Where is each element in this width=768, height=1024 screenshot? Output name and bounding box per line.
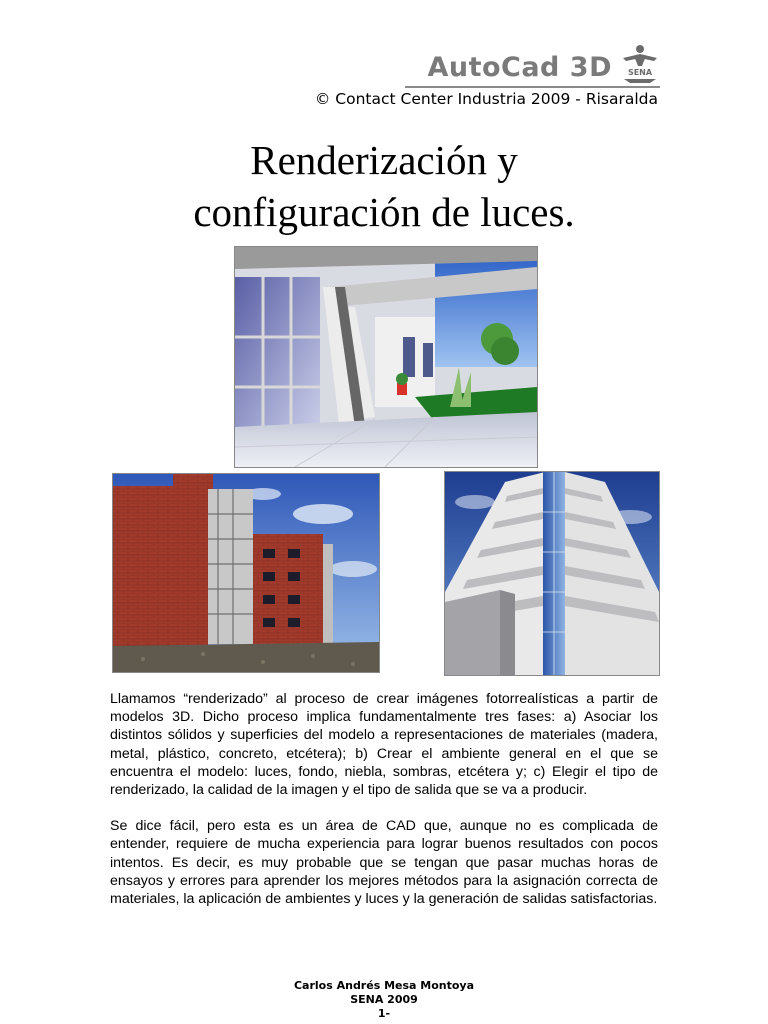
page-title bbox=[0, 134, 768, 238]
paragraph-1: Llamamos “renderizado” al proceso de crear imágenes fotorrealísticas a partir de modelos 3D. Dicho proceso implica fundamentalmente tres fases: a) Asociar los distintos sólidos y superficies del modelo a representaciones de materiales (madera, metal, plástico, concreto, etcétera); b) Crear el ambiente general en el que se encuentra el modelo: luces, fondo, niebla, sombras, etcétera y; c) Elegir el tipo de renderizado, la calidad de la imagen y el tipo de salida que se va a producir. bbox=[110, 691, 658, 799]
header-rule bbox=[405, 86, 660, 88]
render-brick-building-photo bbox=[112, 473, 380, 673]
render-glass-tower-photo bbox=[444, 471, 660, 676]
footer-author: Carlos Andrés Mesa Montoya bbox=[293, 979, 475, 992]
paragraph-2: Se dice fácil, pero esta es un área de CAD que, aunque no es complicada de entender, requiere de mucha experiencia para lograr buenos resultados con pocos intentos. Es decir, es muy probable que se tengan que pasar muchas horas de ensayos y errores para aprender los mejores métodos para la asignación correcta de materiales, la aplicación de ambientes y luces y la generación de salidas satisfactorias. bbox=[110, 818, 658, 908]
render-courtyard-photo bbox=[234, 246, 538, 468]
page-footer bbox=[0, 979, 768, 1021]
copyright-line: © Contact Center Industria 2009 - Risaralda bbox=[314, 90, 658, 108]
title-line-1: Renderización y bbox=[250, 137, 518, 183]
footer-org: SENA 2009 bbox=[350, 993, 418, 1006]
page-header bbox=[250, 44, 660, 114]
sena-logo-icon bbox=[620, 44, 660, 84]
brand-title: AutoCad 3D bbox=[427, 52, 612, 83]
page-number: 1- bbox=[377, 1007, 391, 1020]
logo-text: SENA bbox=[627, 68, 653, 77]
body-text bbox=[110, 690, 658, 926]
title-line-2: configuración de luces. bbox=[193, 189, 575, 235]
